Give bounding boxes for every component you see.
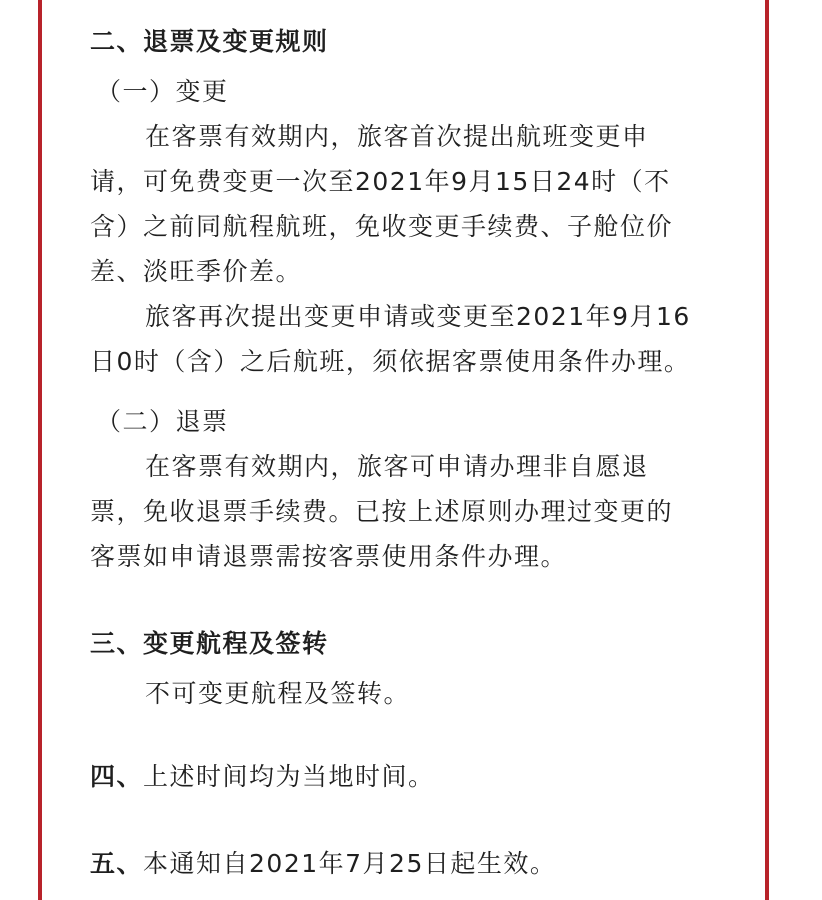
refund-paragraph-line-1: 在客票有效期内，旅客可申请办理非自愿退 <box>145 452 649 481</box>
change-paragraph-1-line-3: 含）之前同航程航班，免收变更手续费、子舱位价 <box>90 212 674 241</box>
change-paragraph-1-line-4: 差、淡旺季价差。 <box>90 257 303 286</box>
section-2-heading: 二、退票及变更规则 <box>90 27 329 56</box>
section-5 <box>90 847 730 881</box>
section-3-body: 不可变更航程及签转。 <box>145 679 411 708</box>
change-subheading: （一）变更 <box>96 77 229 106</box>
refund-subheading: （二）退票 <box>96 407 229 436</box>
refund-paragraph-line-2: 票，免收退票手续费。已按上述原则办理过变更的 <box>90 497 674 526</box>
section-5-prefix: 五、 <box>90 849 144 878</box>
section-3-heading: 三、变更航程及签转 <box>90 629 329 658</box>
section-5-body: 本通知自2021年7月25日起生效。 <box>143 849 557 878</box>
change-paragraph-2-line-2: 日0时（含）之后航班，须依据客票使用条件办理。 <box>90 347 691 376</box>
section-4-prefix: 四、 <box>90 762 144 791</box>
refund-paragraph-line-3: 客票如申请退票需按客票使用条件办理。 <box>90 542 568 571</box>
change-paragraph-1-line-1: 在客票有效期内，旅客首次提出航班变更申 <box>145 122 649 151</box>
change-paragraph-2-line-1: 旅客再次提出变更申请或变更至2021年9月16 <box>145 302 691 331</box>
change-paragraph-1-line-2: 请，可免费变更一次至2021年9月15日24时（不 <box>90 167 671 196</box>
section-4-body: 上述时间均为当地时间。 <box>143 762 435 791</box>
section-4 <box>90 760 730 794</box>
